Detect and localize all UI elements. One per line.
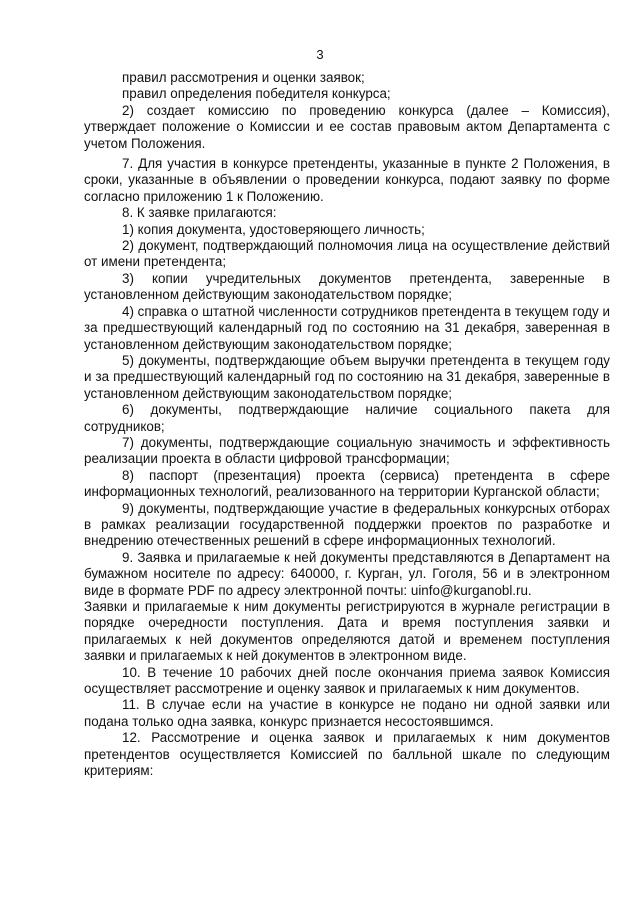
paragraph: 8. К заявке прилагаются: xyxy=(122,205,277,221)
paragraph: 7) документы, подтверждающие социальную значимость и эффективность реализации проекта в области цифровой трансформации; xyxy=(84,434,610,467)
paragraph: 2) создает комиссию по проведению конкурса (далее – Комиссия), утверждает положение о Комиссии и ее состав правовым актом Департамента с учетом Положения. xyxy=(84,102,610,151)
paragraph: 7. Для участия в конкурсе претенденты, указанные в пункте 2 Положения, в сроки, указанные в объявлении о проведении конкурса, подают заявку по форме согласно приложению 1 к Положению. xyxy=(84,156,610,204)
document-body xyxy=(84,70,610,779)
paragraph: правил определения победителя конкурса; xyxy=(122,86,391,102)
paragraph: правил рассмотрения и оценки заявок; xyxy=(122,70,365,85)
paragraph: 1) копия документа, удостоверяющего личность; xyxy=(122,221,425,237)
paragraph: 12. Рассмотрение и оценка заявок и прилагаемых к ним документов претендентов осуществляется Комиссией по балльной шкале по следующим критериям: xyxy=(84,730,610,779)
paragraph: 2) документ, подтверждающий полномочия лица на осуществление действий от имени претендента; xyxy=(84,238,610,270)
paragraph: 9. Заявка и прилагаемые к ней документы представляются в Департамент на бумажном носителе по адресу: 640000, г. Курган, ул. Гоголя, 56 и в электронном виде в формате PDF по адресу электронной почты: uinfo@kurganobl.ru. xyxy=(84,549,610,598)
paragraph: 9) документы, подтверждающие участие в федеральных конкурсных отборах в рамках реализации государственной поддержки проектов по разработке и внедрению отечественных решений в сфере информационных технологий. xyxy=(84,500,610,549)
paragraph: 11. В случае если на участие в конкурсе не подано ни одной заявки или подана только одна заявка, конкурс признается несостоявшимся. xyxy=(84,697,610,729)
paragraph: 10. В течение 10 рабочих дней после окончания приема заявок Комиссия осуществляет рассмотрение и оценку заявок и прилагаемых к ним документов. xyxy=(84,664,610,697)
paragraph: 4) справка о штатной численности сотрудников претендента в текущем году и за предшествующий календарный год по состоянию на 31 декабря, заверенная в установленном действующим законодательством порядке; xyxy=(84,303,610,352)
paragraph: Заявки и прилагаемые к ним документы регистрируются в журнале регистрации в порядке очередности поступления. Дата и время поступления заявки и прилагаемых к ней документов определяются датой и временем поступления заявки и прилагаемых к ней документов в электронном виде. xyxy=(84,599,610,664)
paragraph: 3) копии учредительных документов претендента, заверенные в установленном действующим законодательством порядке; xyxy=(84,270,610,303)
paragraph: 6) документы, подтверждающие наличие социального пакета для сотрудников; xyxy=(84,402,610,434)
page-number: 3 xyxy=(316,47,324,62)
paragraph: 5) документы, подтверждающие объем выручки претендента в текущем году и за предшествующий календарный год по состоянию на 31 декабря, заверенные в установленном действующим законодательством порядке; xyxy=(84,352,610,401)
paragraph: 8) паспорт (презентация) проекта (сервиса) претендента в сфере информационных технологий, реализованного на территории Курганской области; xyxy=(84,467,610,500)
